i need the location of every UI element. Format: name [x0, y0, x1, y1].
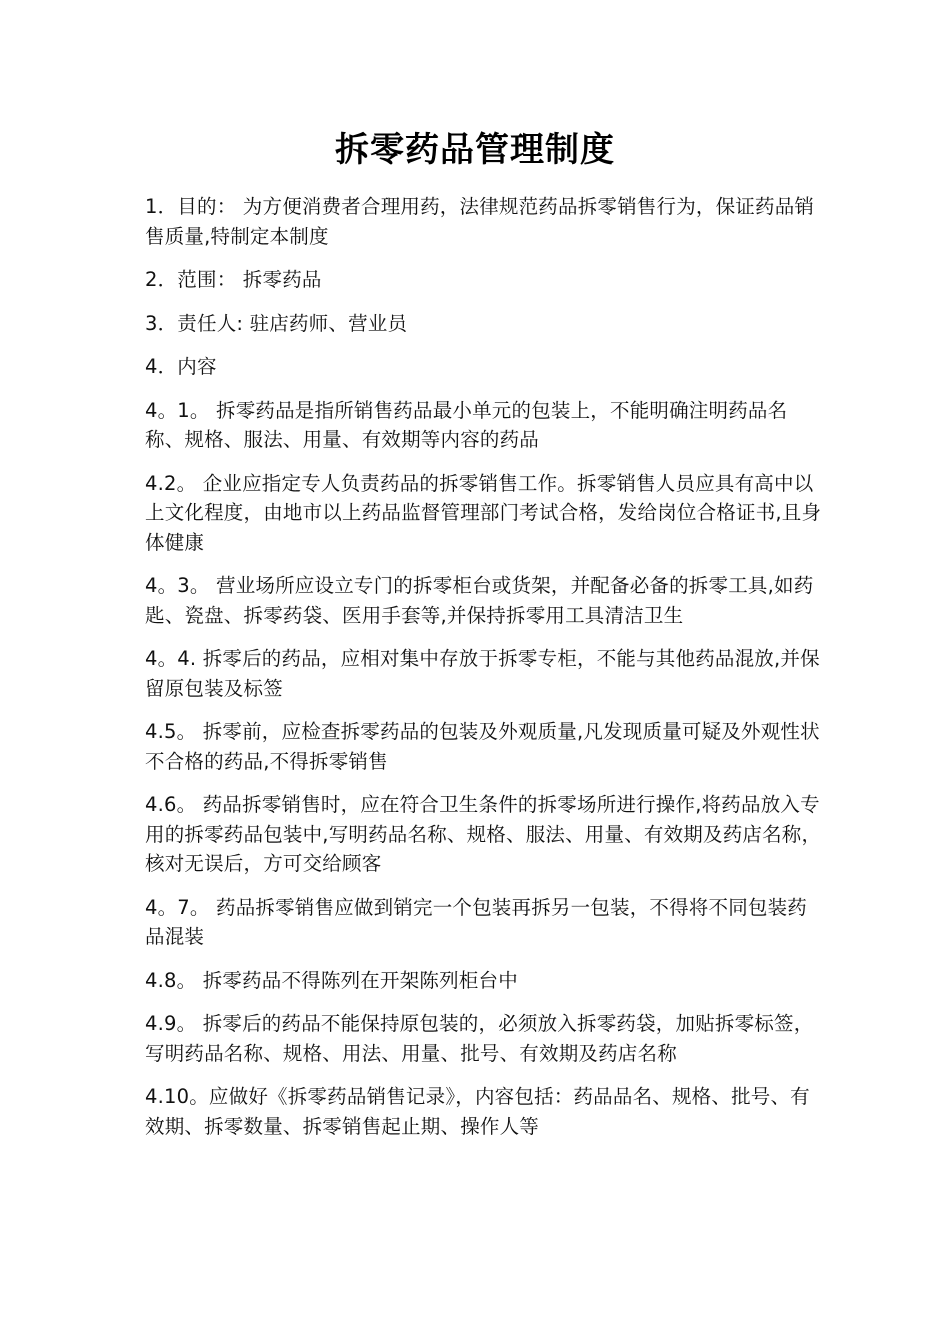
paragraph-4-5: 4.5。 拆零前，应检查拆零药品的包装及外观质量,凡发现质量可疑及外观性状不合格的药品,不得拆零销售 — [145, 720, 820, 773]
paragraph-responsible: 3．责任人: 驻店药师、营业员 — [145, 311, 408, 335]
paragraph-scope: 2．范围： 拆零药品 — [145, 268, 322, 291]
paragraph-4-9: 4.9。 拆零后的药品不能保持原包装的，必须放入拆零药袋，加贴拆零标签，写明药品名称、规格、用法、用量、批号、有效期及药店名称 — [145, 1012, 814, 1065]
paragraph-4-4: 4。4. 拆零后的药品，应相对集中存放于拆零专柜，不能与其他药品混放,并保留原包装及标签 — [145, 647, 820, 700]
paragraph-4-2: 4.2。 企业应指定专人负责药品的拆零销售工作。拆零销售人员应具有高中以上文化程度，由地市以上药品监督管理部门考试合格，发给岗位合格证书,且身体健康 — [145, 471, 822, 554]
paragraph-4-3: 4。3。 营业场所应设立专门的拆零柜台或货架，并配备必备的拆零工具,如药匙、瓷盘、拆零药袋、医用手套等,并保持拆零用工具清洁卫生 — [145, 574, 814, 627]
paragraph-content-heading: 4．内容 — [145, 355, 217, 378]
document-title: 拆零药品管理制度 — [335, 130, 615, 170]
paragraph-4-6: 4.6。 药品拆零销售时，应在符合卫生条件的拆零场所进行操作,将药品放入专用的拆零药品包装中,写明药品名称、规格、服法、用量、有效期及药店名称，核对无误后，方可交给顾客 — [145, 793, 822, 875]
paragraph-4-7: 4。7。 药品拆零销售应做到销完一个包装再拆另一包装，不得将不同包装药品混装 — [145, 895, 808, 948]
paragraph-4-1: 4。1。 拆零药品是指所销售药品最小单元的包装上，不能明确注明药品名称、规格、服法、用量、有效期等内容的药品 — [145, 398, 788, 451]
paragraph-4-10: 4.10。应做好《拆零药品销售记录》，内容包括：药品品名、规格、批号、有效期、拆零数量、拆零销售起止期、操作人等 — [145, 1085, 810, 1138]
paragraph-purpose: 1．目的： 为方便消费者合理用药，法律规范药品拆零销售行为，保证药品销售质量,特制定本制度 — [145, 195, 815, 248]
document-body — [145, 192, 825, 1155]
paragraph-4-8: 4.8。 拆零药品不得陈列在开架陈列柜台中 — [145, 968, 518, 992]
